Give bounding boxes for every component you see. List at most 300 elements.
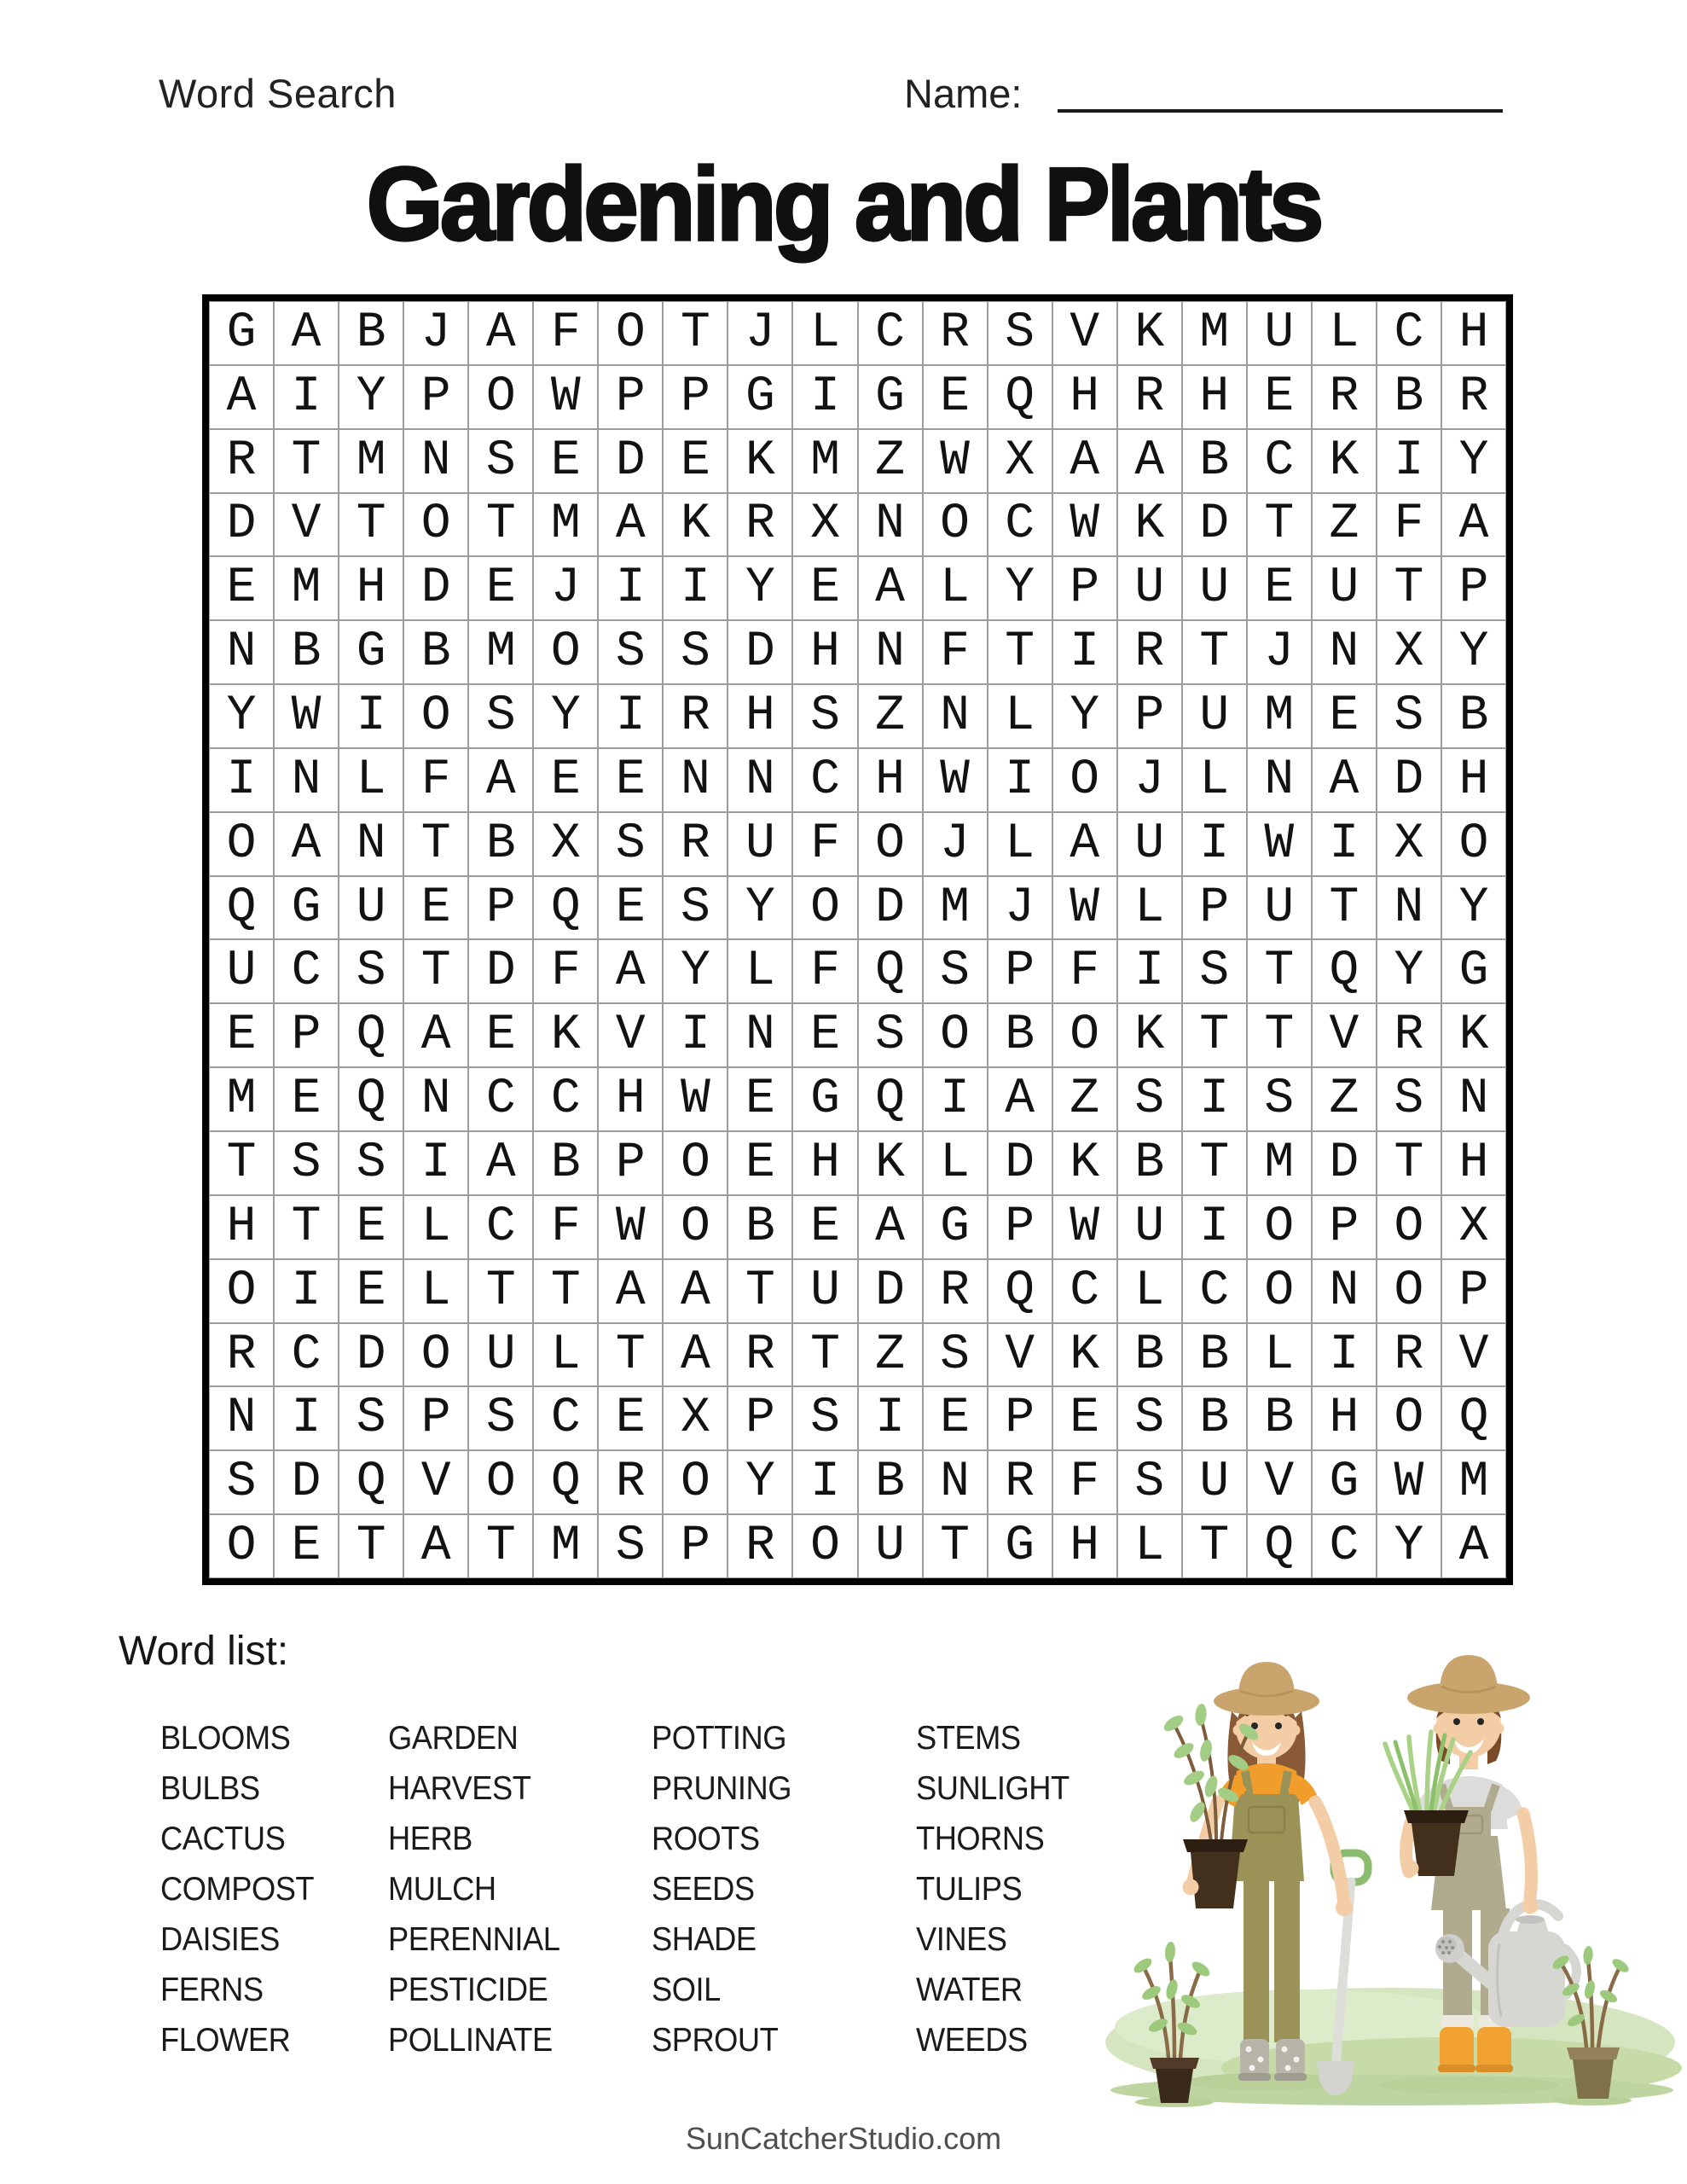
- grid-cell[interactable]: S: [1117, 1067, 1182, 1131]
- grid-cell[interactable]: P: [1441, 1259, 1506, 1323]
- grid-cell[interactable]: H: [598, 1067, 663, 1131]
- grid-cell[interactable]: U: [1117, 556, 1182, 620]
- grid-cell[interactable]: J: [923, 812, 988, 876]
- grid-cell[interactable]: A: [468, 1131, 533, 1195]
- grid-cell[interactable]: S: [468, 1386, 533, 1450]
- grid-cell[interactable]: B: [533, 1131, 598, 1195]
- grid-cell[interactable]: E: [403, 876, 468, 940]
- grid-cell[interactable]: R: [728, 1323, 792, 1387]
- grid-cell[interactable]: X: [1441, 1195, 1506, 1259]
- grid-cell[interactable]: T: [1182, 1131, 1247, 1195]
- grid-cell[interactable]: O: [403, 493, 468, 557]
- grid-cell[interactable]: U: [1182, 684, 1247, 748]
- grid-cell[interactable]: L: [792, 301, 857, 365]
- grid-cell[interactable]: W: [923, 748, 988, 812]
- grid-cell[interactable]: R: [209, 1323, 274, 1387]
- grid-cell[interactable]: O: [403, 1323, 468, 1387]
- grid-cell[interactable]: V: [598, 1003, 663, 1067]
- grid-cell[interactable]: E: [274, 1067, 339, 1131]
- grid-cell[interactable]: Y: [533, 684, 598, 748]
- grid-cell[interactable]: D: [468, 939, 533, 1003]
- grid-cell[interactable]: E: [1247, 556, 1312, 620]
- grid-cell[interactable]: O: [1377, 1195, 1441, 1259]
- grid-cell[interactable]: T: [1377, 1131, 1441, 1195]
- grid-cell[interactable]: X: [1377, 812, 1441, 876]
- grid-cell[interactable]: I: [274, 1386, 339, 1450]
- grid-cell[interactable]: U: [728, 812, 792, 876]
- grid-cell[interactable]: I: [1312, 812, 1377, 876]
- grid-cell[interactable]: G: [728, 365, 792, 429]
- grid-cell[interactable]: C: [274, 1323, 339, 1387]
- grid-cell[interactable]: B: [988, 1003, 1052, 1067]
- grid-cell[interactable]: M: [1247, 684, 1312, 748]
- grid-cell[interactable]: S: [923, 1323, 988, 1387]
- grid-cell[interactable]: J: [1117, 748, 1182, 812]
- grid-cell[interactable]: K: [1441, 1003, 1506, 1067]
- grid-cell[interactable]: A: [403, 1514, 468, 1578]
- grid-cell[interactable]: D: [598, 429, 663, 493]
- grid-cell[interactable]: A: [1441, 493, 1506, 557]
- grid-cell[interactable]: O: [209, 1259, 274, 1323]
- grid-cell[interactable]: X: [1377, 620, 1441, 684]
- grid-cell[interactable]: A: [468, 748, 533, 812]
- grid-cell[interactable]: I: [792, 365, 857, 429]
- grid-cell[interactable]: B: [728, 1195, 792, 1259]
- grid-cell[interactable]: N: [728, 748, 792, 812]
- grid-cell[interactable]: I: [988, 748, 1052, 812]
- grid-cell[interactable]: S: [339, 1386, 403, 1450]
- grid-cell[interactable]: A: [468, 301, 533, 365]
- grid-cell[interactable]: E: [1247, 365, 1312, 429]
- grid-cell[interactable]: Y: [1052, 684, 1117, 748]
- grid-cell[interactable]: K: [728, 429, 792, 493]
- grid-cell[interactable]: R: [1117, 365, 1182, 429]
- grid-cell[interactable]: G: [923, 1195, 988, 1259]
- grid-cell[interactable]: T: [988, 620, 1052, 684]
- grid-cell[interactable]: U: [468, 1323, 533, 1387]
- grid-cell[interactable]: O: [209, 812, 274, 876]
- grid-cell[interactable]: I: [1377, 429, 1441, 493]
- grid-cell[interactable]: E: [792, 556, 857, 620]
- grid-cell[interactable]: Q: [339, 1450, 403, 1514]
- grid-cell[interactable]: U: [1182, 1450, 1247, 1514]
- grid-cell[interactable]: E: [468, 1003, 533, 1067]
- grid-cell[interactable]: W: [598, 1195, 663, 1259]
- grid-cell[interactable]: K: [533, 1003, 598, 1067]
- grid-cell[interactable]: E: [598, 1386, 663, 1450]
- grid-cell[interactable]: S: [663, 620, 728, 684]
- grid-cell[interactable]: L: [533, 1323, 598, 1387]
- grid-cell[interactable]: K: [1117, 301, 1182, 365]
- grid-cell[interactable]: D: [728, 620, 792, 684]
- grid-cell[interactable]: P: [663, 365, 728, 429]
- grid-cell[interactable]: H: [858, 748, 923, 812]
- grid-cell[interactable]: F: [923, 620, 988, 684]
- grid-cell[interactable]: G: [1312, 1450, 1377, 1514]
- grid-cell[interactable]: H: [1441, 1131, 1506, 1195]
- grid-cell[interactable]: C: [468, 1195, 533, 1259]
- grid-cell[interactable]: E: [923, 1386, 988, 1450]
- grid-cell[interactable]: D: [1377, 748, 1441, 812]
- grid-cell[interactable]: W: [1247, 812, 1312, 876]
- grid-cell[interactable]: T: [468, 1514, 533, 1578]
- grid-cell[interactable]: Y: [988, 556, 1052, 620]
- grid-cell[interactable]: N: [923, 1450, 988, 1514]
- grid-cell[interactable]: A: [274, 301, 339, 365]
- grid-cell[interactable]: A: [1117, 429, 1182, 493]
- grid-cell[interactable]: Y: [1377, 939, 1441, 1003]
- grid-cell[interactable]: W: [663, 1067, 728, 1131]
- grid-cell[interactable]: O: [209, 1514, 274, 1578]
- grid-cell[interactable]: W: [1377, 1450, 1441, 1514]
- grid-cell[interactable]: K: [1312, 429, 1377, 493]
- grid-cell[interactable]: C: [468, 1067, 533, 1131]
- grid-cell[interactable]: P: [988, 939, 1052, 1003]
- grid-cell[interactable]: T: [403, 939, 468, 1003]
- grid-cell[interactable]: T: [339, 493, 403, 557]
- grid-cell[interactable]: G: [792, 1067, 857, 1131]
- grid-cell[interactable]: R: [663, 812, 728, 876]
- grid-cell[interactable]: F: [792, 939, 857, 1003]
- grid-cell[interactable]: O: [1247, 1195, 1312, 1259]
- grid-cell[interactable]: J: [533, 556, 598, 620]
- grid-cell[interactable]: L: [988, 684, 1052, 748]
- grid-cell[interactable]: C: [858, 301, 923, 365]
- grid-cell[interactable]: K: [858, 1131, 923, 1195]
- grid-cell[interactable]: W: [274, 684, 339, 748]
- grid-cell[interactable]: R: [728, 493, 792, 557]
- grid-cell[interactable]: S: [1117, 1450, 1182, 1514]
- grid-cell[interactable]: B: [339, 301, 403, 365]
- grid-cell[interactable]: E: [209, 1003, 274, 1067]
- grid-cell[interactable]: X: [533, 812, 598, 876]
- grid-cell[interactable]: F: [1377, 493, 1441, 557]
- grid-cell[interactable]: T: [792, 1323, 857, 1387]
- grid-cell[interactable]: T: [728, 1259, 792, 1323]
- grid-cell[interactable]: M: [923, 876, 988, 940]
- grid-cell[interactable]: S: [1377, 684, 1441, 748]
- grid-cell[interactable]: J: [988, 876, 1052, 940]
- grid-cell[interactable]: F: [1052, 939, 1117, 1003]
- grid-cell[interactable]: A: [858, 1195, 923, 1259]
- grid-cell[interactable]: M: [1247, 1131, 1312, 1195]
- grid-cell[interactable]: L: [403, 1259, 468, 1323]
- grid-cell[interactable]: A: [209, 365, 274, 429]
- grid-cell[interactable]: D: [209, 493, 274, 557]
- grid-cell[interactable]: S: [598, 812, 663, 876]
- grid-cell[interactable]: F: [533, 1195, 598, 1259]
- grid-cell[interactable]: W: [923, 429, 988, 493]
- grid-cell[interactable]: O: [1052, 1003, 1117, 1067]
- grid-cell[interactable]: L: [923, 1131, 988, 1195]
- grid-cell[interactable]: J: [403, 301, 468, 365]
- grid-cell[interactable]: O: [792, 876, 857, 940]
- grid-cell[interactable]: P: [598, 1131, 663, 1195]
- grid-cell[interactable]: H: [1182, 365, 1247, 429]
- grid-cell[interactable]: E: [792, 1195, 857, 1259]
- grid-cell[interactable]: O: [858, 812, 923, 876]
- grid-cell[interactable]: P: [988, 1386, 1052, 1450]
- grid-cell[interactable]: C: [1377, 301, 1441, 365]
- grid-cell[interactable]: F: [1052, 1450, 1117, 1514]
- grid-cell[interactable]: R: [923, 301, 988, 365]
- grid-cell[interactable]: G: [209, 301, 274, 365]
- grid-cell[interactable]: A: [1052, 812, 1117, 876]
- grid-cell[interactable]: S: [988, 301, 1052, 365]
- grid-cell[interactable]: U: [1117, 812, 1182, 876]
- grid-cell[interactable]: M: [533, 493, 598, 557]
- grid-cell[interactable]: M: [533, 1514, 598, 1578]
- grid-cell[interactable]: O: [1377, 1259, 1441, 1323]
- grid-cell[interactable]: O: [663, 1131, 728, 1195]
- grid-cell[interactable]: Y: [1377, 1514, 1441, 1578]
- grid-cell[interactable]: R: [1377, 1323, 1441, 1387]
- grid-cell[interactable]: P: [1441, 556, 1506, 620]
- grid-cell[interactable]: Q: [988, 1259, 1052, 1323]
- grid-cell[interactable]: O: [1052, 748, 1117, 812]
- grid-cell[interactable]: A: [858, 556, 923, 620]
- grid-cell[interactable]: Z: [1312, 493, 1377, 557]
- grid-cell[interactable]: Q: [533, 876, 598, 940]
- grid-cell[interactable]: I: [1117, 939, 1182, 1003]
- grid-cell[interactable]: Y: [728, 556, 792, 620]
- grid-cell[interactable]: T: [274, 429, 339, 493]
- grid-cell[interactable]: L: [403, 1195, 468, 1259]
- grid-cell[interactable]: B: [1182, 1386, 1247, 1450]
- grid-cell[interactable]: G: [988, 1514, 1052, 1578]
- grid-cell[interactable]: T: [1182, 1514, 1247, 1578]
- grid-cell[interactable]: A: [988, 1067, 1052, 1131]
- grid-cell[interactable]: T: [598, 1323, 663, 1387]
- grid-cell[interactable]: T: [209, 1131, 274, 1195]
- grid-cell[interactable]: D: [1182, 493, 1247, 557]
- grid-cell[interactable]: E: [1312, 684, 1377, 748]
- grid-cell[interactable]: Q: [1441, 1386, 1506, 1450]
- grid-cell[interactable]: I: [1182, 1067, 1247, 1131]
- grid-cell[interactable]: T: [1182, 1003, 1247, 1067]
- grid-cell[interactable]: C: [533, 1386, 598, 1450]
- grid-cell[interactable]: U: [858, 1514, 923, 1578]
- grid-cell[interactable]: S: [598, 620, 663, 684]
- grid-cell[interactable]: S: [274, 1131, 339, 1195]
- grid-cell[interactable]: V: [1247, 1450, 1312, 1514]
- grid-cell[interactable]: I: [923, 1067, 988, 1131]
- grid-cell[interactable]: N: [1312, 1259, 1377, 1323]
- grid-cell[interactable]: Y: [728, 1450, 792, 1514]
- grid-cell[interactable]: I: [663, 1003, 728, 1067]
- grid-cell[interactable]: A: [598, 939, 663, 1003]
- grid-cell[interactable]: L: [1312, 301, 1377, 365]
- grid-cell[interactable]: R: [1441, 365, 1506, 429]
- grid-cell[interactable]: Y: [1441, 620, 1506, 684]
- grid-cell[interactable]: E: [663, 429, 728, 493]
- grid-cell[interactable]: S: [468, 684, 533, 748]
- grid-cell[interactable]: U: [1247, 301, 1312, 365]
- grid-cell[interactable]: C: [274, 939, 339, 1003]
- grid-cell[interactable]: Q: [209, 876, 274, 940]
- grid-cell[interactable]: R: [923, 1259, 988, 1323]
- grid-cell[interactable]: T: [1247, 1003, 1312, 1067]
- grid-cell[interactable]: N: [274, 748, 339, 812]
- grid-cell[interactable]: B: [274, 620, 339, 684]
- grid-cell[interactable]: C: [988, 493, 1052, 557]
- grid-cell[interactable]: I: [1182, 1195, 1247, 1259]
- grid-cell[interactable]: S: [923, 939, 988, 1003]
- grid-cell[interactable]: O: [468, 365, 533, 429]
- grid-cell[interactable]: I: [339, 684, 403, 748]
- grid-cell[interactable]: L: [1117, 876, 1182, 940]
- grid-cell[interactable]: Z: [1312, 1067, 1377, 1131]
- grid-cell[interactable]: I: [598, 556, 663, 620]
- grid-cell[interactable]: R: [209, 429, 274, 493]
- grid-cell[interactable]: A: [663, 1259, 728, 1323]
- grid-cell[interactable]: Z: [858, 684, 923, 748]
- grid-cell[interactable]: K: [1117, 1003, 1182, 1067]
- grid-cell[interactable]: E: [468, 556, 533, 620]
- grid-cell[interactable]: A: [598, 493, 663, 557]
- grid-cell[interactable]: H: [1441, 748, 1506, 812]
- grid-cell[interactable]: X: [792, 493, 857, 557]
- grid-cell[interactable]: D: [858, 1259, 923, 1323]
- grid-cell[interactable]: L: [1117, 1514, 1182, 1578]
- grid-cell[interactable]: D: [274, 1450, 339, 1514]
- grid-cell[interactable]: N: [209, 1386, 274, 1450]
- grid-cell[interactable]: L: [988, 812, 1052, 876]
- grid-cell[interactable]: P: [1312, 1195, 1377, 1259]
- grid-cell[interactable]: O: [792, 1514, 857, 1578]
- grid-cell[interactable]: M: [792, 429, 857, 493]
- grid-cell[interactable]: A: [1312, 748, 1377, 812]
- grid-cell[interactable]: N: [403, 429, 468, 493]
- grid-cell[interactable]: N: [403, 1067, 468, 1131]
- grid-cell[interactable]: C: [533, 1067, 598, 1131]
- grid-cell[interactable]: S: [339, 1131, 403, 1195]
- grid-cell[interactable]: R: [1312, 365, 1377, 429]
- grid-cell[interactable]: Q: [988, 365, 1052, 429]
- grid-cell[interactable]: I: [274, 1259, 339, 1323]
- grid-cell[interactable]: E: [533, 748, 598, 812]
- grid-cell[interactable]: E: [728, 1131, 792, 1195]
- grid-cell[interactable]: A: [274, 812, 339, 876]
- grid-cell[interactable]: M: [1441, 1450, 1506, 1514]
- grid-cell[interactable]: P: [988, 1195, 1052, 1259]
- grid-cell[interactable]: I: [274, 365, 339, 429]
- grid-cell[interactable]: M: [1182, 301, 1247, 365]
- grid-cell[interactable]: R: [1117, 620, 1182, 684]
- grid-cell[interactable]: W: [1052, 493, 1117, 557]
- grid-cell[interactable]: T: [468, 1259, 533, 1323]
- grid-cell[interactable]: T: [339, 1514, 403, 1578]
- grid-cell[interactable]: S: [598, 1514, 663, 1578]
- grid-cell[interactable]: A: [1441, 1514, 1506, 1578]
- grid-cell[interactable]: T: [403, 812, 468, 876]
- grid-cell[interactable]: D: [858, 876, 923, 940]
- grid-cell[interactable]: N: [1312, 620, 1377, 684]
- grid-cell[interactable]: I: [1182, 812, 1247, 876]
- grid-cell[interactable]: B: [403, 620, 468, 684]
- grid-cell[interactable]: E: [209, 556, 274, 620]
- grid-cell[interactable]: F: [403, 748, 468, 812]
- grid-cell[interactable]: B: [858, 1450, 923, 1514]
- grid-cell[interactable]: U: [1312, 556, 1377, 620]
- grid-cell[interactable]: E: [728, 1067, 792, 1131]
- grid-cell[interactable]: E: [598, 748, 663, 812]
- grid-cell[interactable]: O: [923, 1003, 988, 1067]
- grid-cell[interactable]: D: [339, 1323, 403, 1387]
- grid-cell[interactable]: I: [663, 556, 728, 620]
- grid-cell[interactable]: Y: [663, 939, 728, 1003]
- grid-cell[interactable]: P: [403, 1386, 468, 1450]
- grid-cell[interactable]: G: [274, 876, 339, 940]
- grid-cell[interactable]: F: [792, 812, 857, 876]
- grid-cell[interactable]: Q: [1312, 939, 1377, 1003]
- grid-cell[interactable]: U: [1247, 876, 1312, 940]
- grid-cell[interactable]: T: [533, 1259, 598, 1323]
- grid-cell[interactable]: X: [663, 1386, 728, 1450]
- grid-cell[interactable]: R: [1377, 1003, 1441, 1067]
- grid-cell[interactable]: L: [339, 748, 403, 812]
- grid-cell[interactable]: B: [1377, 365, 1441, 429]
- grid-cell[interactable]: Q: [858, 1067, 923, 1131]
- grid-cell[interactable]: Q: [1247, 1514, 1312, 1578]
- grid-cell[interactable]: E: [1052, 1386, 1117, 1450]
- grid-cell[interactable]: O: [403, 684, 468, 748]
- grid-cell[interactable]: S: [1377, 1067, 1441, 1131]
- grid-cell[interactable]: Q: [339, 1067, 403, 1131]
- grid-cell[interactable]: R: [728, 1514, 792, 1578]
- grid-cell[interactable]: S: [1182, 939, 1247, 1003]
- grid-cell[interactable]: G: [858, 365, 923, 429]
- grid-cell[interactable]: S: [792, 684, 857, 748]
- grid-cell[interactable]: J: [1247, 620, 1312, 684]
- grid-cell[interactable]: P: [468, 876, 533, 940]
- grid-cell[interactable]: P: [274, 1003, 339, 1067]
- grid-cell[interactable]: E: [339, 1195, 403, 1259]
- grid-cell[interactable]: Q: [339, 1003, 403, 1067]
- grid-cell[interactable]: U: [1182, 556, 1247, 620]
- grid-cell[interactable]: I: [1052, 620, 1117, 684]
- grid-cell[interactable]: Y: [1441, 429, 1506, 493]
- grid-cell[interactable]: N: [209, 620, 274, 684]
- grid-cell[interactable]: B: [1117, 1131, 1182, 1195]
- grid-cell[interactable]: P: [663, 1514, 728, 1578]
- grid-cell[interactable]: H: [1312, 1386, 1377, 1450]
- grid-cell[interactable]: U: [209, 939, 274, 1003]
- grid-cell[interactable]: S: [792, 1386, 857, 1450]
- grid-cell[interactable]: L: [923, 556, 988, 620]
- grid-cell[interactable]: A: [1052, 429, 1117, 493]
- grid-cell[interactable]: O: [598, 301, 663, 365]
- grid-cell[interactable]: S: [663, 876, 728, 940]
- grid-cell[interactable]: E: [339, 1259, 403, 1323]
- grid-cell[interactable]: P: [403, 365, 468, 429]
- grid-cell[interactable]: V: [988, 1323, 1052, 1387]
- grid-cell[interactable]: T: [923, 1514, 988, 1578]
- grid-cell[interactable]: V: [1312, 1003, 1377, 1067]
- grid-cell[interactable]: E: [923, 365, 988, 429]
- grid-cell[interactable]: T: [1247, 493, 1312, 557]
- grid-cell[interactable]: T: [1312, 876, 1377, 940]
- grid-cell[interactable]: Y: [209, 684, 274, 748]
- grid-cell[interactable]: O: [1377, 1386, 1441, 1450]
- grid-cell[interactable]: O: [468, 1450, 533, 1514]
- grid-cell[interactable]: W: [1052, 876, 1117, 940]
- grid-cell[interactable]: Z: [858, 1323, 923, 1387]
- grid-cell[interactable]: O: [1247, 1259, 1312, 1323]
- grid-cell[interactable]: M: [468, 620, 533, 684]
- grid-cell[interactable]: W: [533, 365, 598, 429]
- grid-cell[interactable]: L: [728, 939, 792, 1003]
